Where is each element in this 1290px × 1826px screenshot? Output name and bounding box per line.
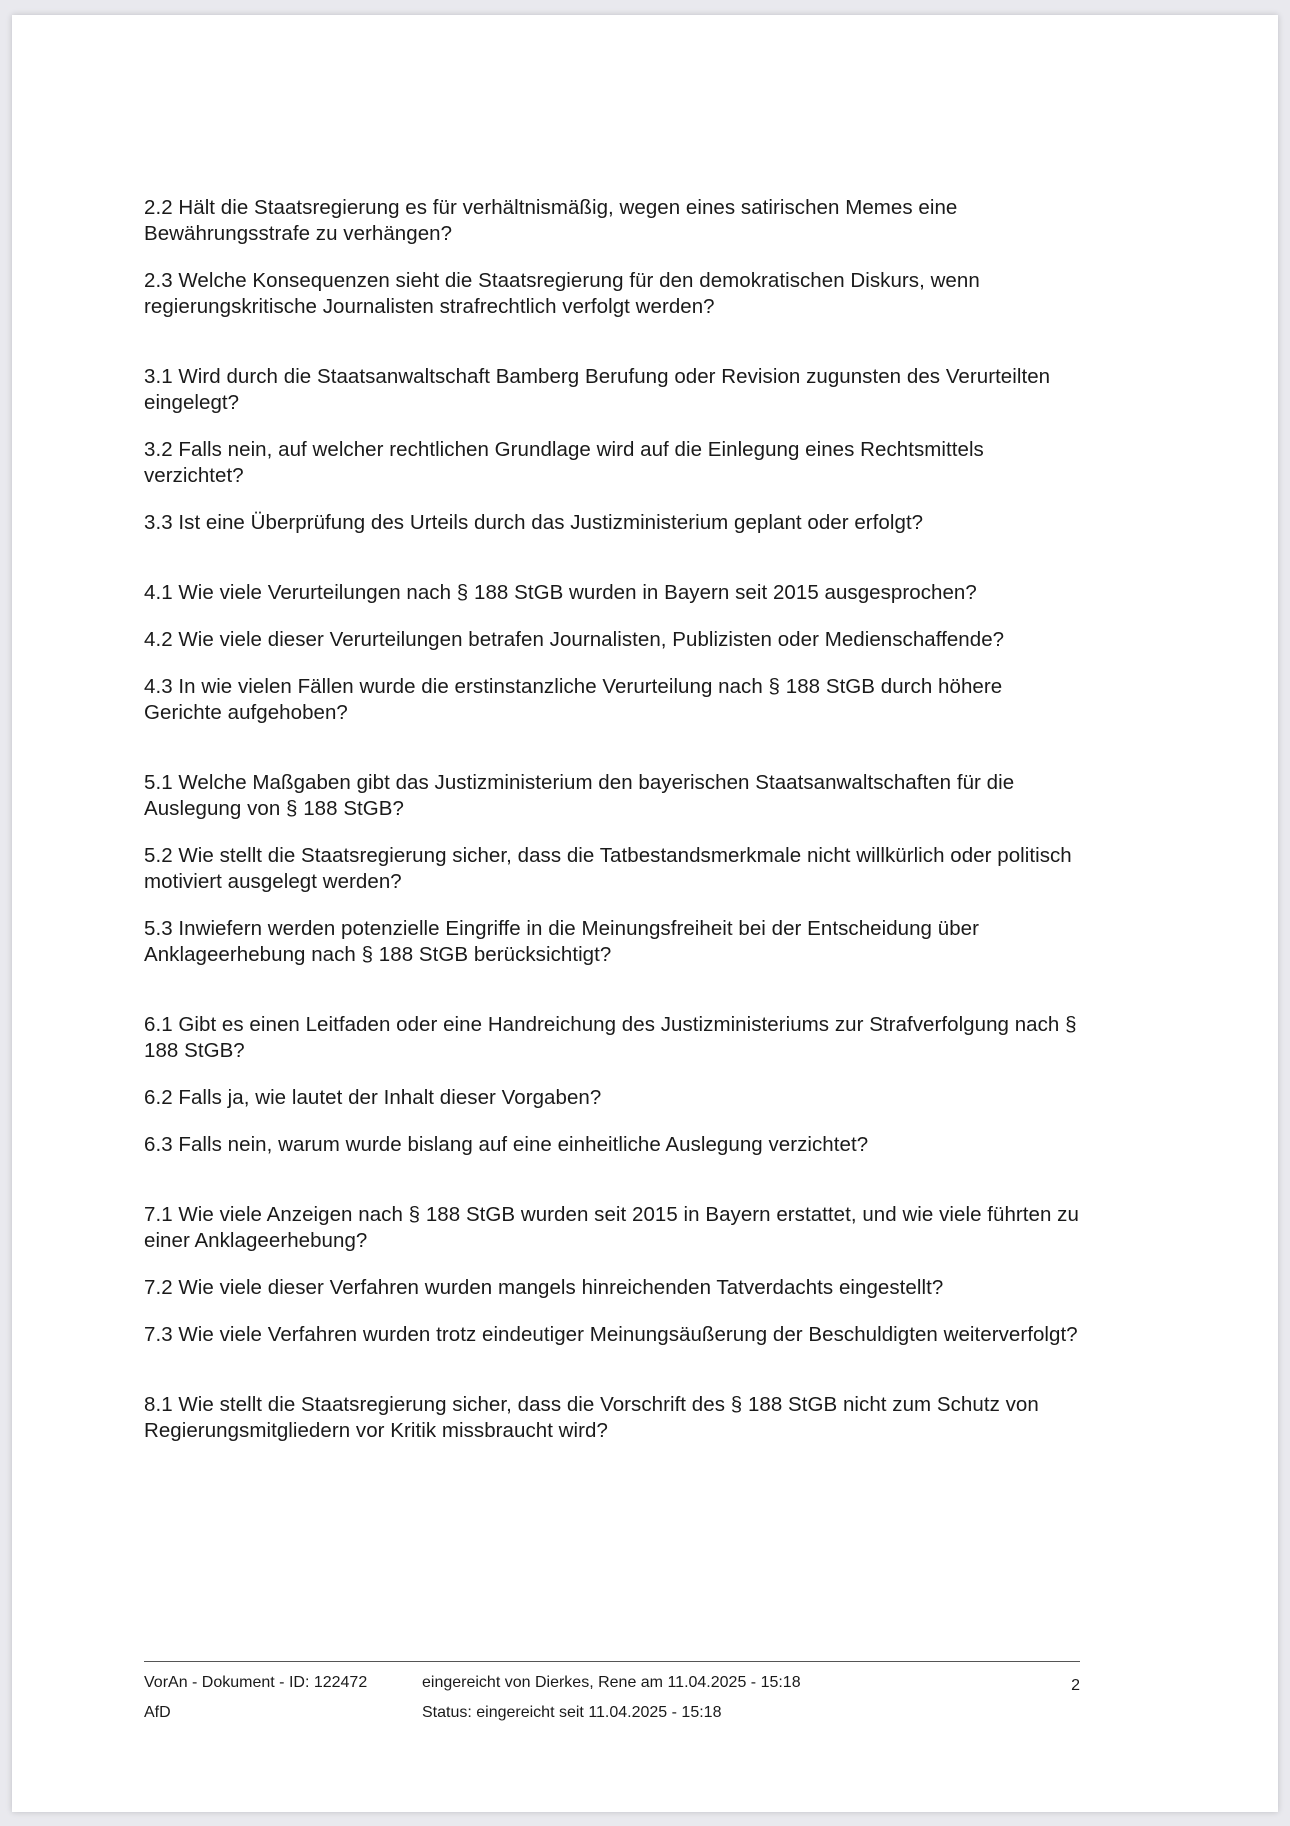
question-3-2: 3.2 Falls nein, auf welcher rechtlichen Grundlage wird auf die Einlegung eines Rechtsmittels verzichtet? — [144, 438, 984, 487]
party-label: AfD — [144, 1704, 171, 1721]
footer-row-1 — [144, 1673, 1080, 1703]
question-6-3: 6.3 Falls nein, warum wurde bislang auf eine einheitliche Auslegung verzichtet? — [144, 1133, 869, 1156]
question-4-1: 4.1 Wie viele Verurteilungen nach § 188 StGB wurden in Bayern seit 2015 ausgesprochen? — [144, 581, 977, 604]
question-5-1: 5.1 Welche Maßgaben gibt das Justizministerium den bayerischen Staatsanwaltschaften für die Auslegung von § 188 StGB? — [144, 771, 1015, 820]
question-6-2: 6.2 Falls ja, wie lautet der Inhalt dieser Vorgaben? — [144, 1086, 602, 1109]
page-footer — [144, 1661, 1080, 1733]
question-group-4 — [144, 580, 1084, 726]
question-list — [144, 195, 1084, 1488]
question-5-3: 5.3 Inwiefern werden potenzielle Eingriffe in die Meinungsfreiheit bei der Entscheidung über Anklageerhebung nach § 188 StGB berücksichtigt? — [144, 917, 979, 966]
question-8-1: 8.1 Wie stellt die Staatsregierung sicher, dass die Vorschrift des § 188 StGB nicht zum Schutz von Regierungsmitgliedern vor Kritik missbraucht wird? — [144, 1393, 1039, 1442]
question-2-3: 2.3 Welche Konsequenzen sieht die Staatsregierung für den demokratischen Diskurs, wenn regierungskritische Journalisten strafrechtlich verfolgt werden? — [144, 269, 980, 318]
footer-row-2 — [144, 1703, 1080, 1733]
question-group-7 — [144, 1202, 1084, 1348]
question-group-5 — [144, 770, 1084, 968]
document-page — [12, 15, 1278, 1812]
page-number: 2 — [1071, 1677, 1080, 1694]
question-group-8 — [144, 1392, 1084, 1444]
question-7-1: 7.1 Wie viele Anzeigen nach § 188 StGB wurden seit 2015 in Bayern erstattet, und wie viele führten zu einer Anklageerhebung? — [144, 1203, 1079, 1252]
question-group-2 — [144, 195, 1084, 320]
question-7-2: 7.2 Wie viele dieser Verfahren wurden mangels hinreichenden Tatverdachts eingestellt? — [144, 1276, 944, 1299]
question-group-6 — [144, 1012, 1084, 1158]
question-7-3: 7.3 Wie viele Verfahren wurden trotz eindeutiger Meinungsäußerung der Beschuldigten weiterverfolgt? — [144, 1323, 1078, 1346]
question-3-1: 3.1 Wird durch die Staatsanwaltschaft Bamberg Berufung oder Revision zugunsten des Verurteilten eingelegt? — [144, 365, 1051, 414]
status-info: Status: eingereicht seit 11.04.2025 - 15:18 — [422, 1704, 722, 1721]
question-3-3: 3.3 Ist eine Überprüfung des Urteils durch das Justizministerium geplant oder erfolgt? — [144, 511, 924, 534]
question-5-2: 5.2 Wie stellt die Staatsregierung sicher, dass die Tatbestandsmerkmale nicht willkürlich oder politisch motiviert ausgelegt werden? — [144, 844, 1072, 893]
question-2-2: 2.2 Hält die Staatsregierung es für verhältnismäßig, wegen eines satirischen Memes eine Bewährungsstrafe zu verhängen? — [144, 196, 958, 245]
question-4-3: 4.3 In wie vielen Fällen wurde die erstinstanzliche Verurteilung nach § 188 StGB durch höhere Gerichte aufgehoben? — [144, 675, 1003, 724]
question-6-1: 6.1 Gibt es einen Leitfaden oder eine Handreichung des Justizministeriums zur Strafverfolgung nach § 188 StGB? — [144, 1013, 1077, 1062]
question-4-2: 4.2 Wie viele dieser Verurteilungen betrafen Journalisten, Publizisten oder Medienschaffende? — [144, 628, 1005, 651]
document-id: VorAn - Dokument - ID: 122472 — [144, 1674, 368, 1691]
submission-info: eingereicht von Dierkes, Rene am 11.04.2025 - 15:18 — [422, 1674, 801, 1691]
question-group-3 — [144, 364, 1084, 536]
